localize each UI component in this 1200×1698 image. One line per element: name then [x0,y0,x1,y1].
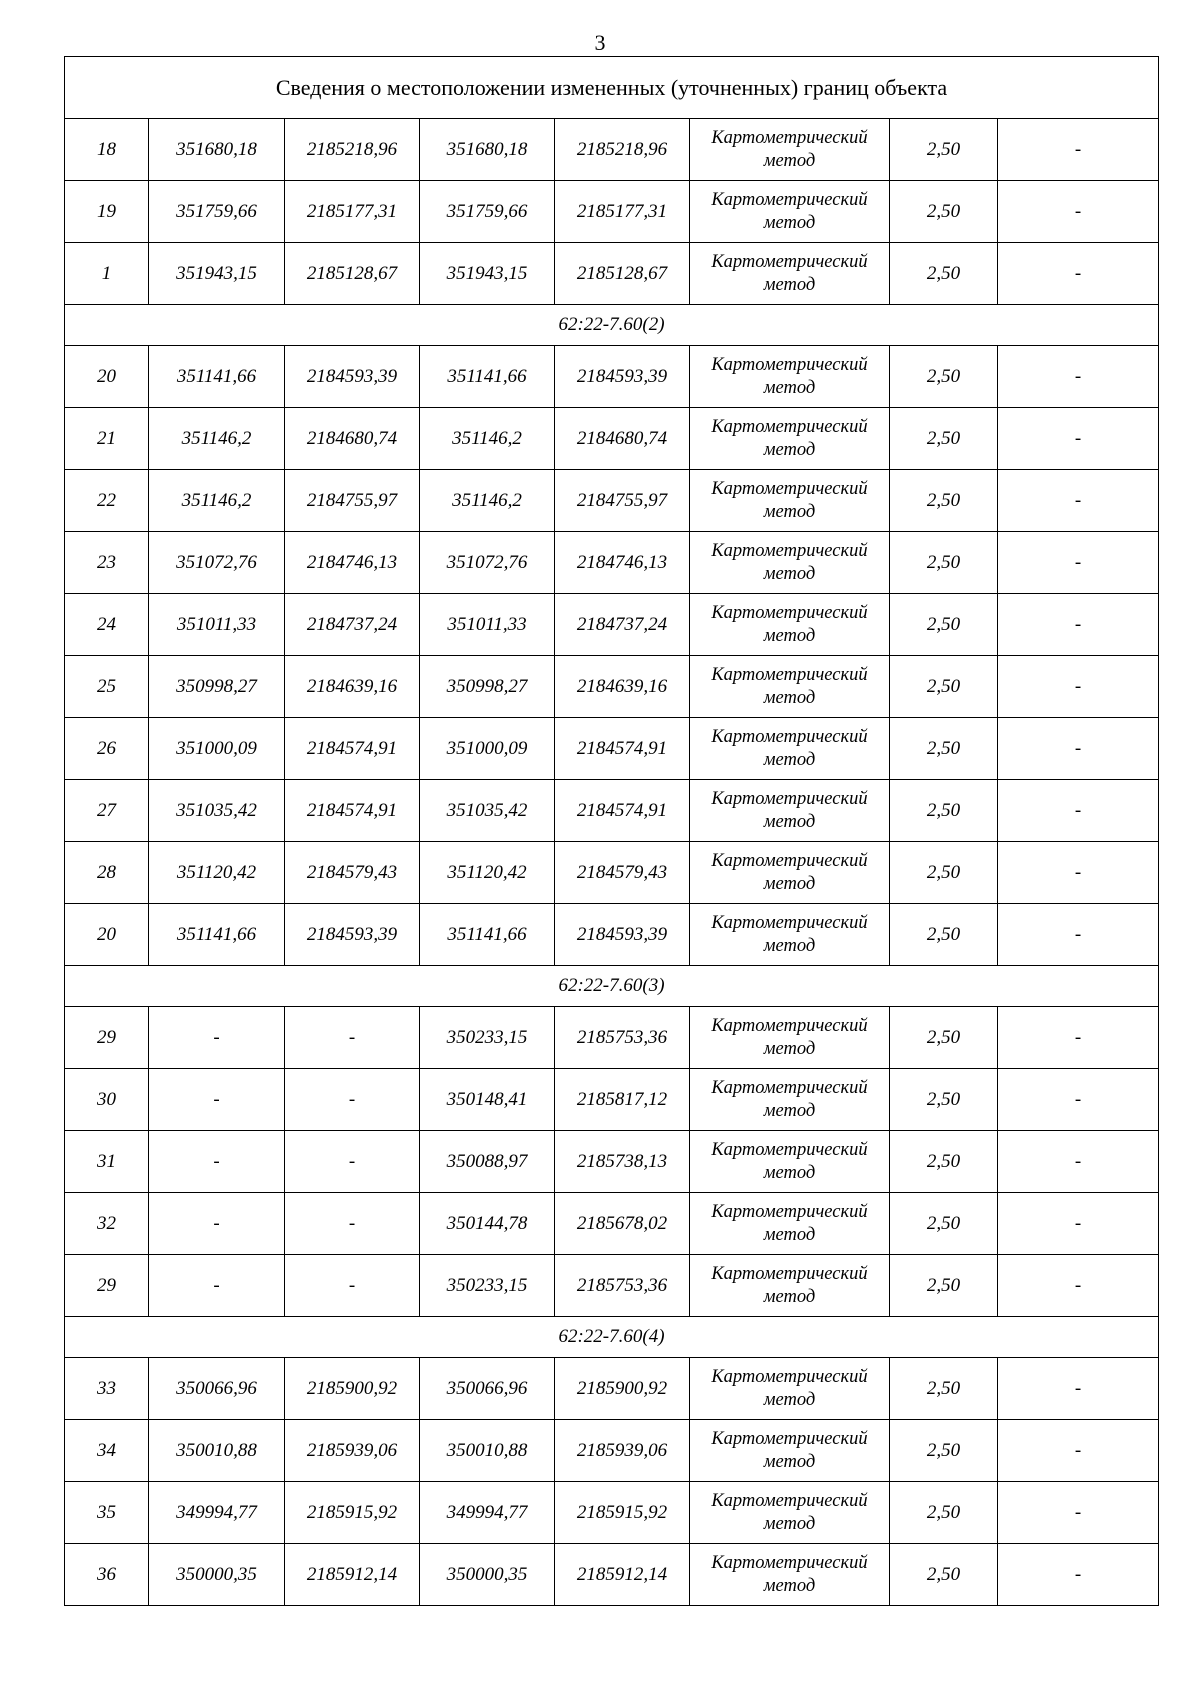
description-cell: - [998,1131,1159,1193]
accuracy-cell: 2,50 [890,780,998,842]
accuracy-cell: 2,50 [890,594,998,656]
method-cell: Картометрический метод [690,1007,890,1069]
table-row [65,594,1159,656]
new-y-cell: 2184680,74 [555,408,690,470]
existing-x-cell: 351759,66 [149,181,285,243]
accuracy-cell: 2,50 [890,1131,998,1193]
new-x-cell: 351141,66 [420,346,555,408]
table-row [65,1544,1159,1606]
method-cell: Картометрический метод [690,408,890,470]
new-y-cell: 2185939,06 [555,1420,690,1482]
new-x-cell: 350233,15 [420,1007,555,1069]
accuracy-cell: 2,50 [890,532,998,594]
existing-y-cell: 2184574,91 [285,718,420,780]
method-cell: Картометрический метод [690,1069,890,1131]
existing-y-cell: 2185912,14 [285,1544,420,1606]
existing-x-cell: - [149,1007,285,1069]
point-number-cell: 20 [65,904,149,966]
new-y-cell: 2185177,31 [555,181,690,243]
new-y-cell: 2184593,39 [555,904,690,966]
new-y-cell: 2184746,13 [555,532,690,594]
description-cell: - [998,346,1159,408]
table-row [65,780,1159,842]
existing-y-cell: 2185900,92 [285,1358,420,1420]
accuracy-cell: 2,50 [890,1007,998,1069]
new-x-cell: 351035,42 [420,780,555,842]
accuracy-cell: 2,50 [890,1358,998,1420]
table-row [65,842,1159,904]
existing-y-cell: 2185915,92 [285,1482,420,1544]
new-x-cell: 351072,76 [420,532,555,594]
new-x-cell: 351120,42 [420,842,555,904]
new-y-cell: 2184574,91 [555,718,690,780]
new-x-cell: 351146,2 [420,408,555,470]
description-cell: - [998,842,1159,904]
description-cell: - [998,1482,1159,1544]
method-cell: Картометрический метод [690,243,890,305]
new-x-cell: 351000,09 [420,718,555,780]
table-row [65,119,1159,181]
existing-x-cell: 351072,76 [149,532,285,594]
accuracy-cell: 2,50 [890,181,998,243]
new-y-cell: 2184574,91 [555,780,690,842]
new-y-cell: 2185915,92 [555,1482,690,1544]
existing-x-cell: 350998,27 [149,656,285,718]
table-row [65,1482,1159,1544]
description-cell: - [998,904,1159,966]
existing-y-cell: 2184737,24 [285,594,420,656]
table-row [65,181,1159,243]
description-cell: - [998,780,1159,842]
description-cell: - [998,594,1159,656]
description-cell: - [998,656,1159,718]
accuracy-cell: 2,50 [890,656,998,718]
new-y-cell: 2185753,36 [555,1007,690,1069]
page-number: 3 [594,30,606,55]
existing-x-cell: 349994,77 [149,1482,285,1544]
boundary-table-container [64,56,1158,1606]
description-cell: - [998,243,1159,305]
existing-x-cell: 351680,18 [149,119,285,181]
existing-x-cell: - [149,1255,285,1317]
point-number-cell: 34 [65,1420,149,1482]
point-number-cell: 20 [65,346,149,408]
existing-y-cell: 2184746,13 [285,532,420,594]
new-y-cell: 2184639,16 [555,656,690,718]
point-number-cell: 27 [65,780,149,842]
method-cell: Картометрический метод [690,842,890,904]
table-row [65,1255,1159,1317]
existing-y-cell: 2185939,06 [285,1420,420,1482]
description-cell: - [998,1420,1159,1482]
section-header: 62:22-7.60(2) [65,305,1159,346]
table-row [65,718,1159,780]
new-x-cell: 350144,78 [420,1193,555,1255]
accuracy-cell: 2,50 [890,243,998,305]
description-cell: - [998,1255,1159,1317]
point-number-cell: 29 [65,1007,149,1069]
table-row [65,1193,1159,1255]
method-cell: Картометрический метод [690,1358,890,1420]
accuracy-cell: 2,50 [890,346,998,408]
new-y-cell: 2184579,43 [555,842,690,904]
method-cell: Картометрический метод [690,470,890,532]
existing-y-cell: - [285,1193,420,1255]
table-row [65,470,1159,532]
table-row [65,532,1159,594]
accuracy-cell: 2,50 [890,718,998,780]
new-x-cell: 350066,96 [420,1358,555,1420]
new-x-cell: 351759,66 [420,181,555,243]
point-number-cell: 29 [65,1255,149,1317]
point-number-cell: 24 [65,594,149,656]
table-row [65,243,1159,305]
method-cell: Картометрический метод [690,1420,890,1482]
existing-y-cell: - [285,1255,420,1317]
existing-x-cell: 351120,42 [149,842,285,904]
existing-x-cell: 351141,66 [149,346,285,408]
new-x-cell: 349994,77 [420,1482,555,1544]
point-number-cell: 31 [65,1131,149,1193]
point-number-cell: 32 [65,1193,149,1255]
description-cell: - [998,1007,1159,1069]
section-header-row [65,305,1159,346]
method-cell: Картометрический метод [690,346,890,408]
description-cell: - [998,532,1159,594]
new-x-cell: 351146,2 [420,470,555,532]
new-x-cell: 351011,33 [420,594,555,656]
existing-y-cell: 2185128,67 [285,243,420,305]
method-cell: Картометрический метод [690,1482,890,1544]
accuracy-cell: 2,50 [890,119,998,181]
method-cell: Картометрический метод [690,1544,890,1606]
new-x-cell: 350010,88 [420,1420,555,1482]
existing-x-cell: 351943,15 [149,243,285,305]
existing-y-cell: 2185218,96 [285,119,420,181]
description-cell: - [998,119,1159,181]
table-title-row [65,57,1159,119]
new-x-cell: 351141,66 [420,904,555,966]
existing-x-cell: 351011,33 [149,594,285,656]
point-number-cell: 19 [65,181,149,243]
description-cell: - [998,1069,1159,1131]
method-cell: Картометрический метод [690,532,890,594]
new-y-cell: 2184593,39 [555,346,690,408]
description-cell: - [998,1544,1159,1606]
table-row [65,1131,1159,1193]
method-cell: Картометрический метод [690,594,890,656]
description-cell: - [998,718,1159,780]
description-cell: - [998,1358,1159,1420]
section-header: 62:22-7.60(3) [65,966,1159,1007]
new-x-cell: 351943,15 [420,243,555,305]
method-cell: Картометрический метод [690,780,890,842]
point-number-cell: 35 [65,1482,149,1544]
point-number-cell: 1 [65,243,149,305]
existing-x-cell: 350000,35 [149,1544,285,1606]
method-cell: Картометрический метод [690,1131,890,1193]
existing-y-cell: 2184680,74 [285,408,420,470]
new-x-cell: 351680,18 [420,119,555,181]
boundary-coordinates-table [64,56,1159,1606]
new-y-cell: 2185912,14 [555,1544,690,1606]
point-number-cell: 23 [65,532,149,594]
existing-x-cell: 351000,09 [149,718,285,780]
accuracy-cell: 2,50 [890,1544,998,1606]
table-row [65,1358,1159,1420]
new-y-cell: 2184755,97 [555,470,690,532]
existing-y-cell: 2184579,43 [285,842,420,904]
accuracy-cell: 2,50 [890,1420,998,1482]
new-y-cell: 2185218,96 [555,119,690,181]
section-header: 62:22-7.60(4) [65,1317,1159,1358]
existing-y-cell: 2184755,97 [285,470,420,532]
point-number-cell: 22 [65,470,149,532]
table-title: Сведения о местоположении измененных (уточненных) границ объекта [65,57,1159,119]
table-row [65,656,1159,718]
existing-x-cell: - [149,1069,285,1131]
new-y-cell: 2185753,36 [555,1255,690,1317]
method-cell: Картометрический метод [690,718,890,780]
existing-x-cell: 350010,88 [149,1420,285,1482]
new-y-cell: 2185678,02 [555,1193,690,1255]
method-cell: Картометрический метод [690,1193,890,1255]
existing-y-cell: 2185177,31 [285,181,420,243]
new-x-cell: 350998,27 [420,656,555,718]
existing-y-cell: 2184593,39 [285,346,420,408]
method-cell: Картометрический метод [690,119,890,181]
point-number-cell: 21 [65,408,149,470]
method-cell: Картометрический метод [690,1255,890,1317]
new-x-cell: 350088,97 [420,1131,555,1193]
accuracy-cell: 2,50 [890,1482,998,1544]
method-cell: Картометрический метод [690,904,890,966]
existing-y-cell: 2184639,16 [285,656,420,718]
existing-x-cell: 351141,66 [149,904,285,966]
point-number-cell: 33 [65,1358,149,1420]
table-row [65,346,1159,408]
existing-x-cell: 351035,42 [149,780,285,842]
point-number-cell: 28 [65,842,149,904]
existing-y-cell: 2184574,91 [285,780,420,842]
description-cell: - [998,470,1159,532]
new-y-cell: 2185900,92 [555,1358,690,1420]
existing-x-cell: 350066,96 [149,1358,285,1420]
point-number-cell: 25 [65,656,149,718]
section-header-row [65,1317,1159,1358]
accuracy-cell: 2,50 [890,1255,998,1317]
existing-y-cell: - [285,1069,420,1131]
existing-y-cell: 2184593,39 [285,904,420,966]
new-y-cell: 2185738,13 [555,1131,690,1193]
table-row [65,408,1159,470]
new-x-cell: 350233,15 [420,1255,555,1317]
new-y-cell: 2184737,24 [555,594,690,656]
accuracy-cell: 2,50 [890,842,998,904]
accuracy-cell: 2,50 [890,904,998,966]
table-row [65,904,1159,966]
description-cell: - [998,1193,1159,1255]
point-number-cell: 30 [65,1069,149,1131]
existing-x-cell: - [149,1193,285,1255]
point-number-cell: 26 [65,718,149,780]
existing-x-cell: 351146,2 [149,470,285,532]
existing-y-cell: - [285,1131,420,1193]
new-y-cell: 2185128,67 [555,243,690,305]
point-number-cell: 18 [65,119,149,181]
accuracy-cell: 2,50 [890,470,998,532]
accuracy-cell: 2,50 [890,1069,998,1131]
existing-y-cell: - [285,1007,420,1069]
table-row [65,1069,1159,1131]
point-number-cell: 36 [65,1544,149,1606]
new-x-cell: 350148,41 [420,1069,555,1131]
existing-x-cell: 351146,2 [149,408,285,470]
existing-x-cell: - [149,1131,285,1193]
accuracy-cell: 2,50 [890,1193,998,1255]
table-row [65,1007,1159,1069]
new-x-cell: 350000,35 [420,1544,555,1606]
section-header-row [65,966,1159,1007]
method-cell: Картометрический метод [690,181,890,243]
description-cell: - [998,181,1159,243]
description-cell: - [998,408,1159,470]
accuracy-cell: 2,50 [890,408,998,470]
table-row [65,1420,1159,1482]
method-cell: Картометрический метод [690,656,890,718]
new-y-cell: 2185817,12 [555,1069,690,1131]
